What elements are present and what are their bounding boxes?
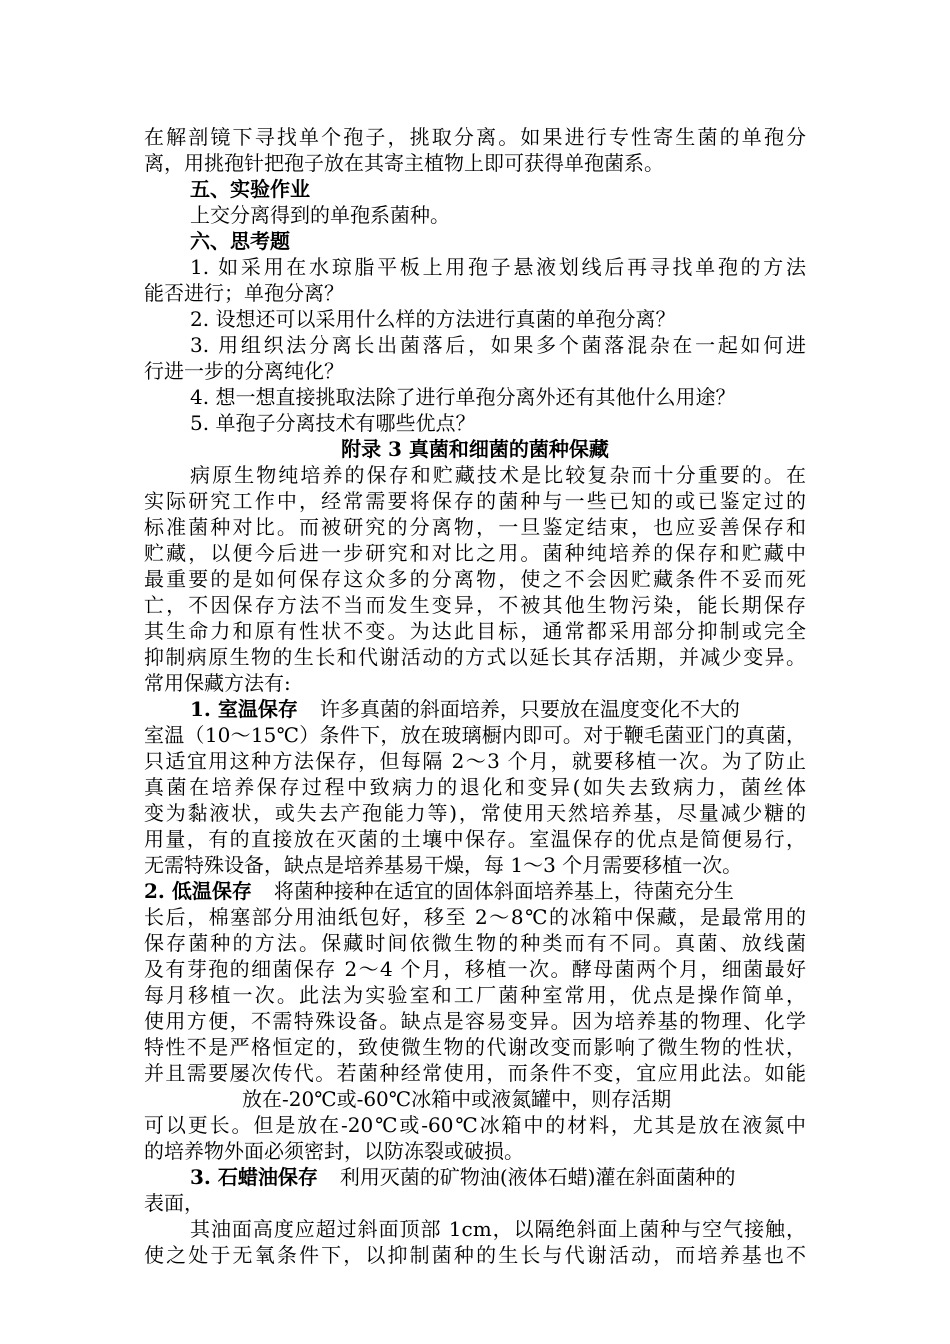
text-line: 标准菌种对比。而被研究的分离物，一旦鉴定结束，也应妥善保存和	[144, 515, 806, 539]
text-line: 其生命力和原有性状不变。为达此目标，通常都采用部分抑制或完全	[144, 619, 806, 643]
question-item: 2. 设想还可以采用什么样的方法进行真菌的单孢分离？	[190, 307, 676, 331]
text-line: 长后，棉塞部分用油纸包好，移至 2～8℃的冰箱中保藏，是最常用的	[144, 905, 806, 929]
text-line: 病原生物纯培养的保存和贮藏技术是比较复杂而十分重要的。在	[190, 463, 806, 487]
text-line: 离，用挑孢针把孢子放在其寄主植物上即可获得单孢菌系。	[144, 151, 664, 175]
method-text: 将菌种接种在适宜的固体斜面培养基上，待菌充分生	[273, 879, 734, 903]
text-line: 用量，有的直接放在灭菌的土壤中保存。室温保存的优点是简便易行，	[144, 827, 806, 851]
text-line: 使用方便，不需特殊设备。缺点是容易变异。因为培养基的物理、化学	[144, 1009, 806, 1033]
method-text: 许多真菌的斜面培养，只要放在温度变化不大的	[319, 697, 740, 721]
text-line: 实际研究工作中，经常需要将保存的菌种与一些已知的或已鉴定过的	[144, 489, 806, 513]
question-item: 1. 如采用在水琼脂平板上用孢子悬液划线后再寻找单孢的方法	[190, 255, 806, 279]
text-line: 使之处于无氧条件下，以抑制菌种的生长与代谢活动，而培养基也不	[144, 1243, 806, 1267]
appendix-title: 附录 3 真菌和细菌的菌种保藏	[341, 437, 609, 461]
text-line: 可以更长。但是放在-20℃或-60℃冰箱中的材料，尤其是放在液氮中	[144, 1113, 806, 1137]
text-line: 最重要的是如何保存这众多的分离物，使之不会因贮藏条件不妥而死	[144, 567, 806, 591]
text-line: 只适宜用这种方法保存，但每隔 2～3 个月，就要移植一次。为了防止	[144, 749, 806, 773]
text-line: 变为黏液状，或失去产孢能力等)，常使用天然培养基，尽量减少糖的	[144, 801, 806, 825]
text-line: 的培养物外面必须密封，以防冻裂或破损。	[144, 1139, 524, 1163]
method-text: 利用灭菌的矿物油(液体石蜡)灌在斜面菌种的	[339, 1165, 736, 1189]
text-line: 放在-20℃或-60℃冰箱中或液氮罐中，则存活期	[242, 1087, 672, 1111]
text-line: 其油面高度应超过斜面顶部 1cm，以隔绝斜面上菌种与空气接触，	[190, 1217, 806, 1241]
method-line	[190, 1164, 735, 1190]
text-line: 常用保藏方法有:	[144, 671, 291, 695]
text-line: 无需特殊设备，缺点是培养基易干燥，每 1～3 个月需要移植一次。	[144, 853, 743, 877]
text-line: 及有芽孢的细菌保存 2～4 个月，移植一次。酵母菌两个月，细菌最好	[144, 957, 806, 981]
section-heading-questions: 六、思考题	[190, 229, 290, 253]
method-heading-room-temp: 1. 室温保存	[190, 697, 298, 721]
question-item: 5. 单孢子分离技术有哪些优点？	[190, 411, 476, 435]
section-heading-assignment: 五、实验作业	[190, 177, 310, 201]
question-item: 4. 想一想直接挑取法除了进行单孢分离外还有其他什么用途？	[190, 385, 736, 409]
text-line: 表面，	[144, 1191, 204, 1215]
text-line: 抑制病原生物的生长和代谢活动的方式以延长其存活期，并减少变异。	[144, 645, 806, 669]
text-line: 在解剖镜下寻找单个孢子，挑取分离。如果进行专性寄生菌的单孢分	[144, 125, 806, 149]
text-line: 贮藏，以便今后进一步研究和对比之用。菌种纯培养的保存和贮藏中	[144, 541, 806, 565]
question-item: 行进一步的分离纯化？	[144, 359, 344, 383]
text-line: 并且需要屡次传代。若菌种经常使用，而条件不变，宜应用此法。如能	[144, 1061, 806, 1085]
text-line: 亡，不因保存方法不当而发生变异，不被其他生物污染，能长期保存	[144, 593, 806, 617]
question-item: 3. 用组织法分离长出菌落后，如果多个菌落混杂在一起如何进	[190, 333, 806, 357]
method-line	[144, 878, 734, 904]
text-line: 保存菌种的方法。保藏时间依微生物的种类而有不同。真菌、放线菌	[144, 931, 806, 955]
text-line: 上交分离得到的单孢系菌种。	[190, 203, 450, 227]
text-line: 室温（10～15℃）条件下，放在玻璃橱内即可。对于鞭毛菌亚门的真菌，	[144, 723, 806, 747]
method-heading-paraffin-oil: 3. 石蜡油保存	[190, 1165, 318, 1189]
text-line: 特性不是严格恒定的，致使微生物的代谢改变而影响了微生物的性状，	[144, 1035, 806, 1059]
question-item: 能否进行；单孢分离？	[144, 281, 344, 305]
method-line	[190, 696, 740, 722]
text-line: 每月移植一次。此法为实验室和工厂菌种室常用，优点是操作简单，	[144, 983, 806, 1007]
text-line: 真菌在培养保存过程中致病力的退化和变异(如失去致病力，菌丝体	[144, 775, 806, 799]
method-heading-low-temp: 2. 低温保存	[144, 879, 252, 903]
